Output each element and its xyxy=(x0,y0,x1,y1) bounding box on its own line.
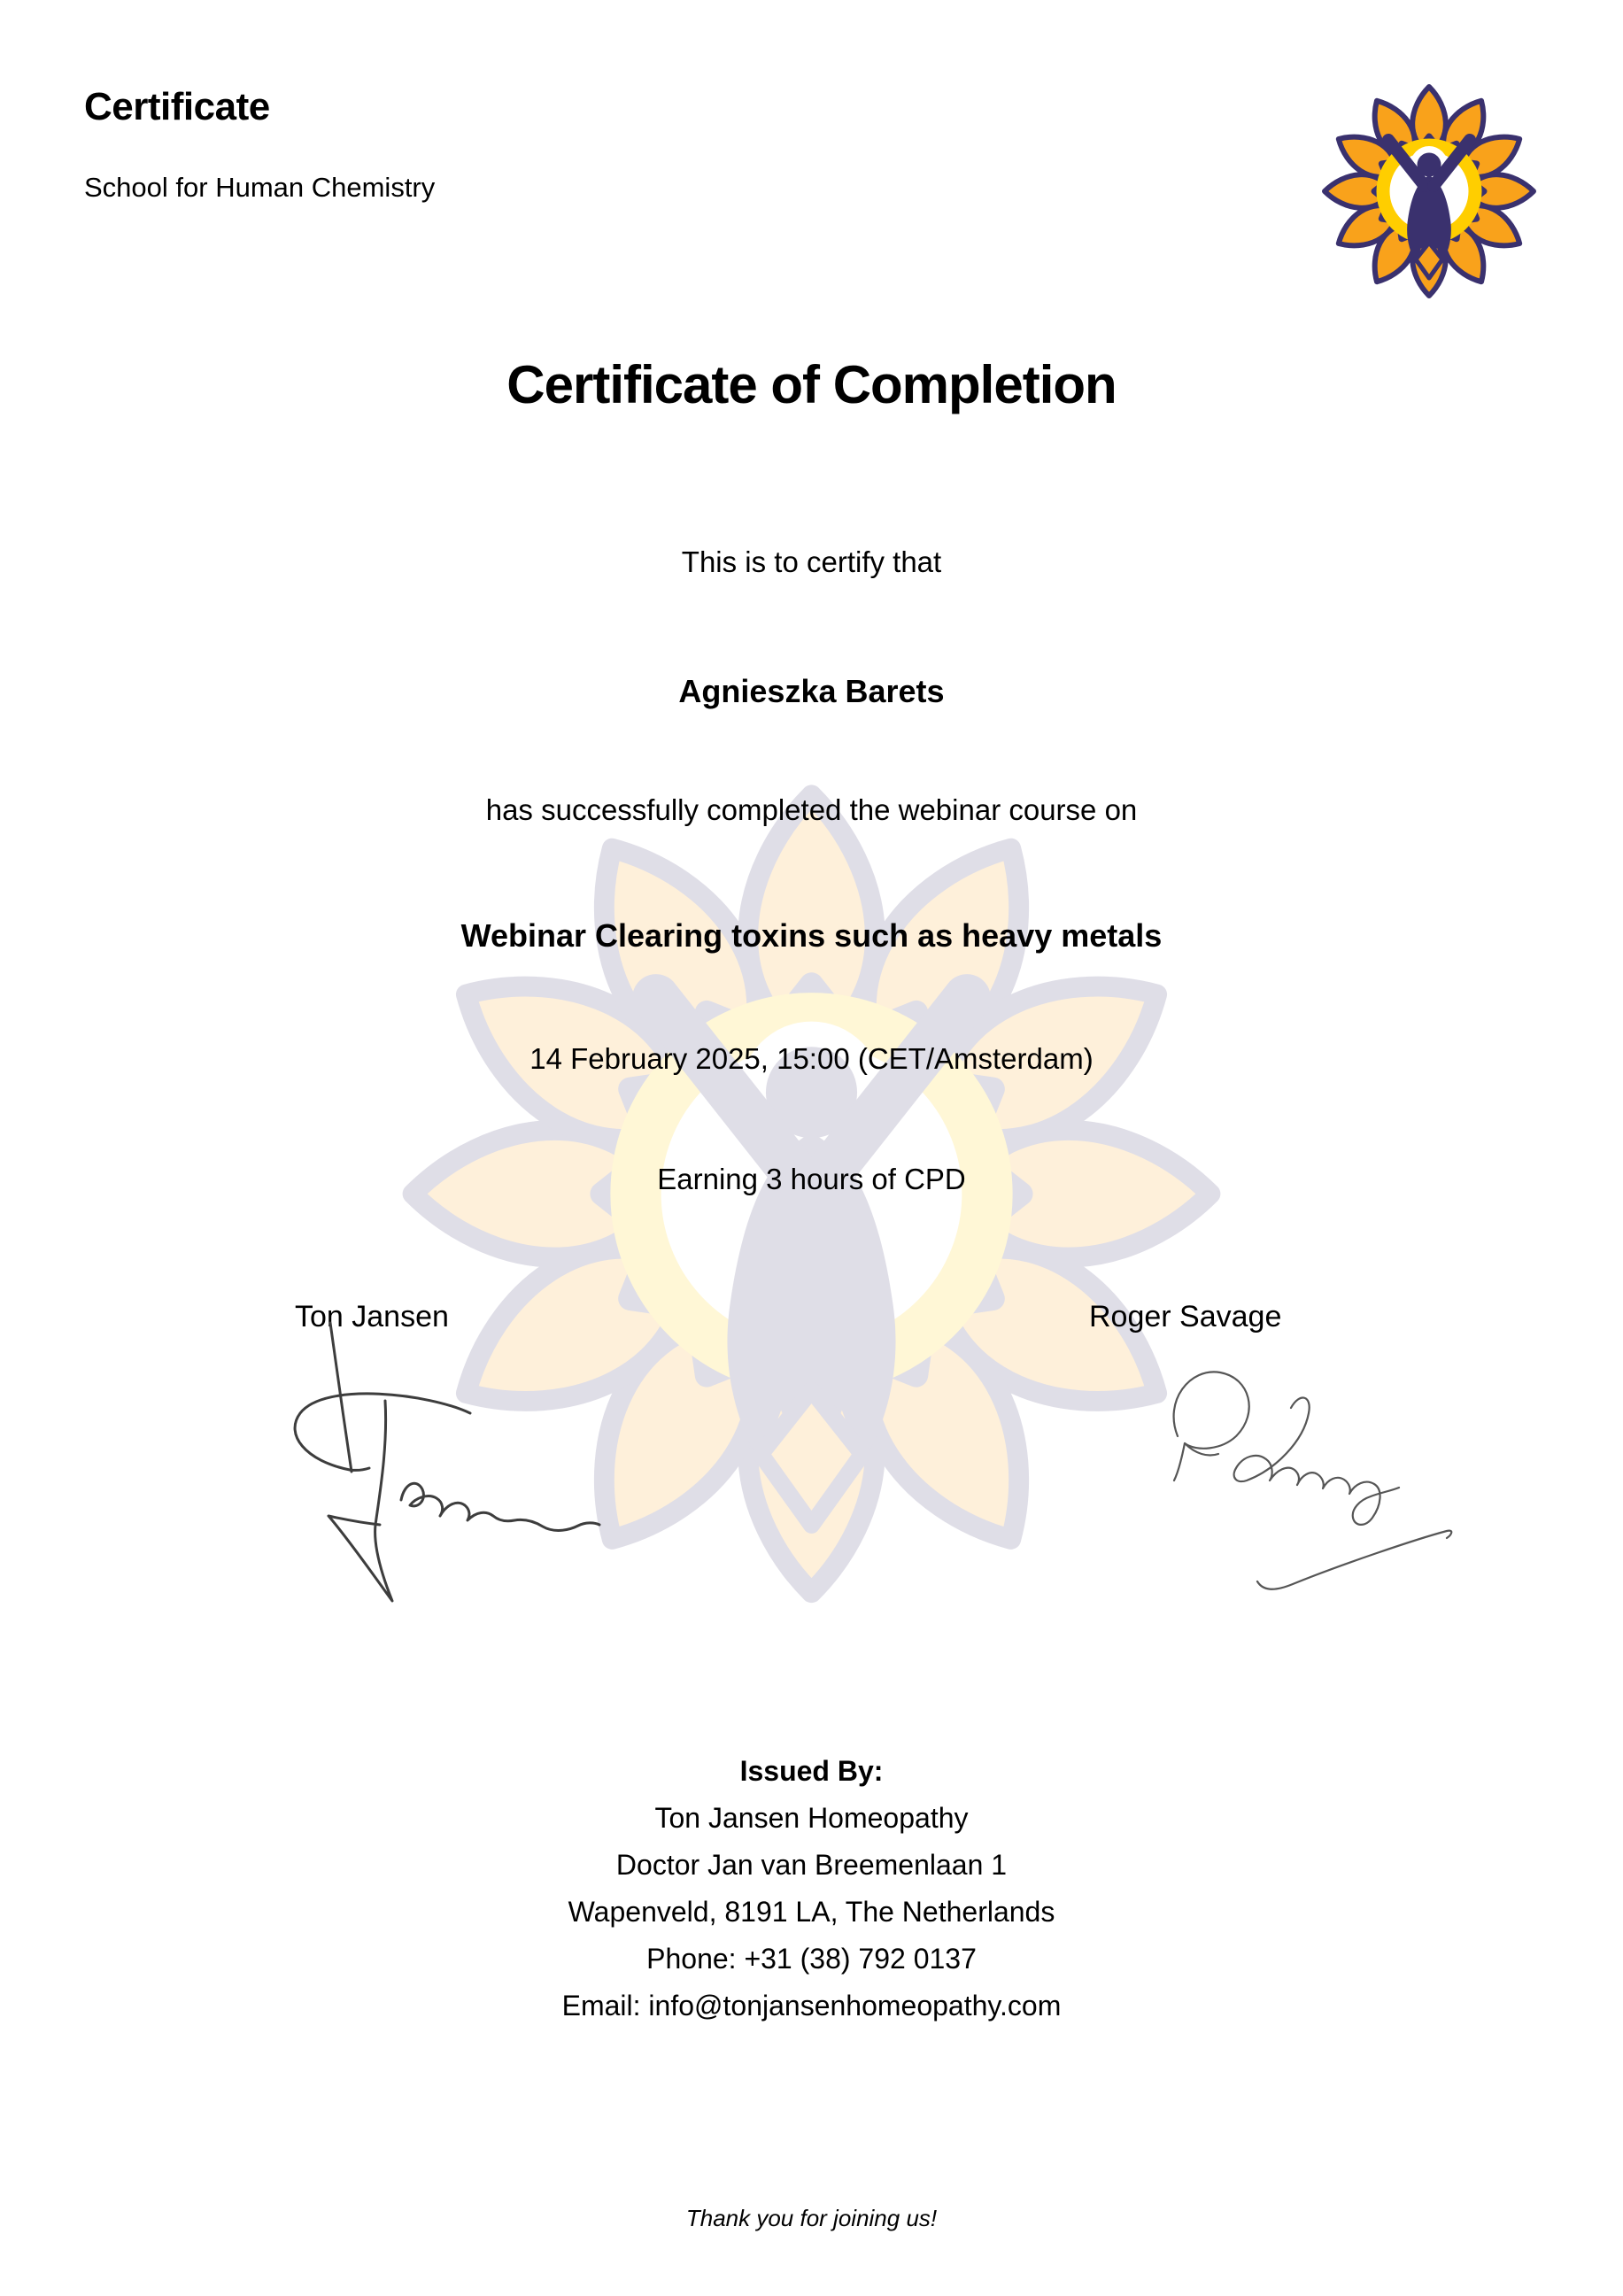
watermark-person xyxy=(727,1047,895,1484)
course-date: 14 February 2025, 15:00 (CET/Amsterdam) xyxy=(529,1042,1094,1075)
recipient-name: Agnieszka Barets xyxy=(678,673,945,709)
cpd-line: Earning 3 hours of CPD xyxy=(657,1163,966,1195)
school-logo-icon xyxy=(1317,76,1542,299)
issuer-name: Ton Jansen Homeopathy xyxy=(654,1802,969,1834)
course-title: Webinar Clearing toxins such as heavy metals xyxy=(460,917,1163,954)
document-heading: Certificate xyxy=(84,85,270,128)
signatory-name-left: Ton Jansen xyxy=(295,1300,449,1334)
intro-line: This is to certify that xyxy=(681,545,942,578)
issued-by-heading: Issued By: xyxy=(739,1755,884,1787)
completed-line: has successfully completed the webinar course on xyxy=(485,793,1138,826)
issuer-street: Doctor Jan van Breemenlaan 1 xyxy=(615,1849,1008,1881)
issued-by-block xyxy=(0,1748,1623,2029)
issuer-phone: Phone: +31 (38) 792 0137 xyxy=(646,1943,977,1975)
issuer-email: Email: info@tonjansenhomeopathy.com xyxy=(561,1990,1062,2022)
footer-thanks: Thank you for joining us! xyxy=(685,2205,938,2231)
ton-jansen-signature xyxy=(261,1316,624,1626)
signatory-name-right: Roger Savage xyxy=(1089,1300,1282,1334)
school-name: School for Human Chemistry xyxy=(84,172,436,203)
certificate-title: Certificate of Completion xyxy=(506,355,1117,414)
roger-savage-signature xyxy=(1133,1362,1479,1601)
issuer-city: Wapenveld, 8191 LA, The Netherlands xyxy=(568,1896,1055,1928)
